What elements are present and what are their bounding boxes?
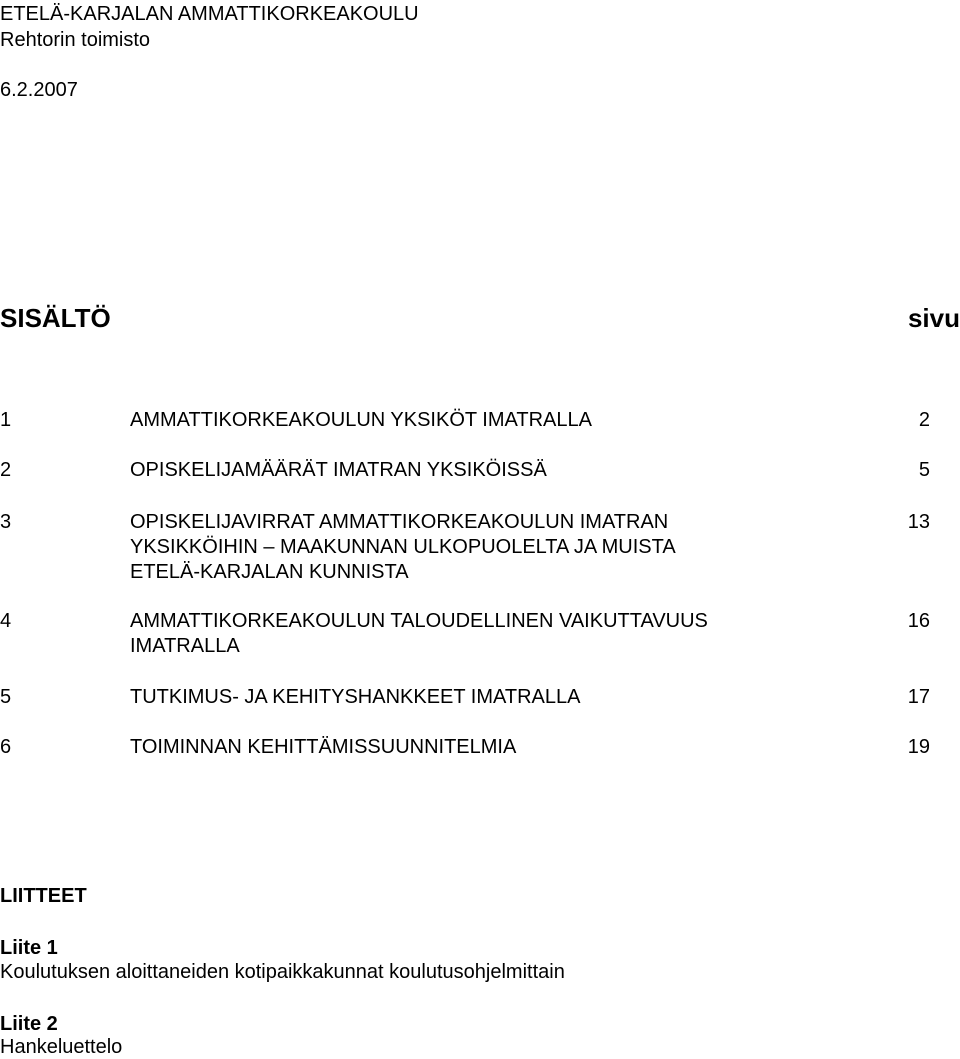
toc-entry-number: 1 — [0, 409, 12, 431]
office-name: Rehtorin toimisto — [0, 29, 151, 51]
toc-entry-number: 5 — [0, 686, 12, 708]
toc-entry-page: 13 — [907, 511, 930, 533]
appendices-title: LIITTEET — [0, 885, 87, 907]
appendix-description: Koulutuksen aloittaneiden kotipaikkakunnat koulutusohjelmittain — [0, 961, 565, 983]
toc-entry-title: AMMATTIKORKEAKOULUN YKSIKÖT IMATRALLA — [130, 409, 592, 431]
toc-entry-title: TUTKIMUS- JA KEHITYSHANKKEET IMATRALLA — [130, 686, 581, 708]
appendix-label: Liite 1 — [0, 937, 58, 959]
toc-entry-title: TOIMINNAN KEHITTÄMISSUUNNITELMIA — [130, 736, 517, 758]
document-date: 6.2.2007 — [0, 79, 78, 101]
toc-entry-page: 2 — [918, 409, 930, 431]
toc-entry-number: 3 — [0, 511, 12, 533]
toc-title: SISÄLTÖ — [0, 303, 111, 333]
toc-entry-number: 4 — [0, 610, 12, 632]
toc-entry-page: 19 — [907, 736, 930, 758]
toc-entry-number: 2 — [0, 459, 12, 481]
toc-entry-page: 17 — [907, 686, 930, 708]
appendix-label: Liite 2 — [0, 1013, 58, 1035]
toc-entry-title: OPISKELIJAVIRRAT AMMATTIKORKEAKOULUN IMATRAN YKSIKKÖIHIN – MAAKUNNAN ULKOPUOLELTA JA MUISTA ETELÄ-KARJALAN KUNNISTA — [130, 511, 676, 583]
organization-name: ETELÄ-KARJALAN AMMATTIKORKEAKOULU — [0, 3, 419, 25]
appendix-description: Hankeluettelo — [0, 1036, 123, 1058]
toc-page-label: sivu — [907, 303, 960, 333]
toc-entry-page: 5 — [918, 459, 930, 481]
toc-entry-page: 16 — [907, 610, 930, 632]
toc-entry-title: AMMATTIKORKEAKOULUN TALOUDELLINEN VAIKUTTAVUUS IMATRALLA — [130, 610, 708, 657]
toc-entry-title: OPISKELIJAMÄÄRÄT IMATRAN YKSIKÖISSÄ — [130, 459, 547, 481]
toc-entry-number: 6 — [0, 736, 12, 758]
